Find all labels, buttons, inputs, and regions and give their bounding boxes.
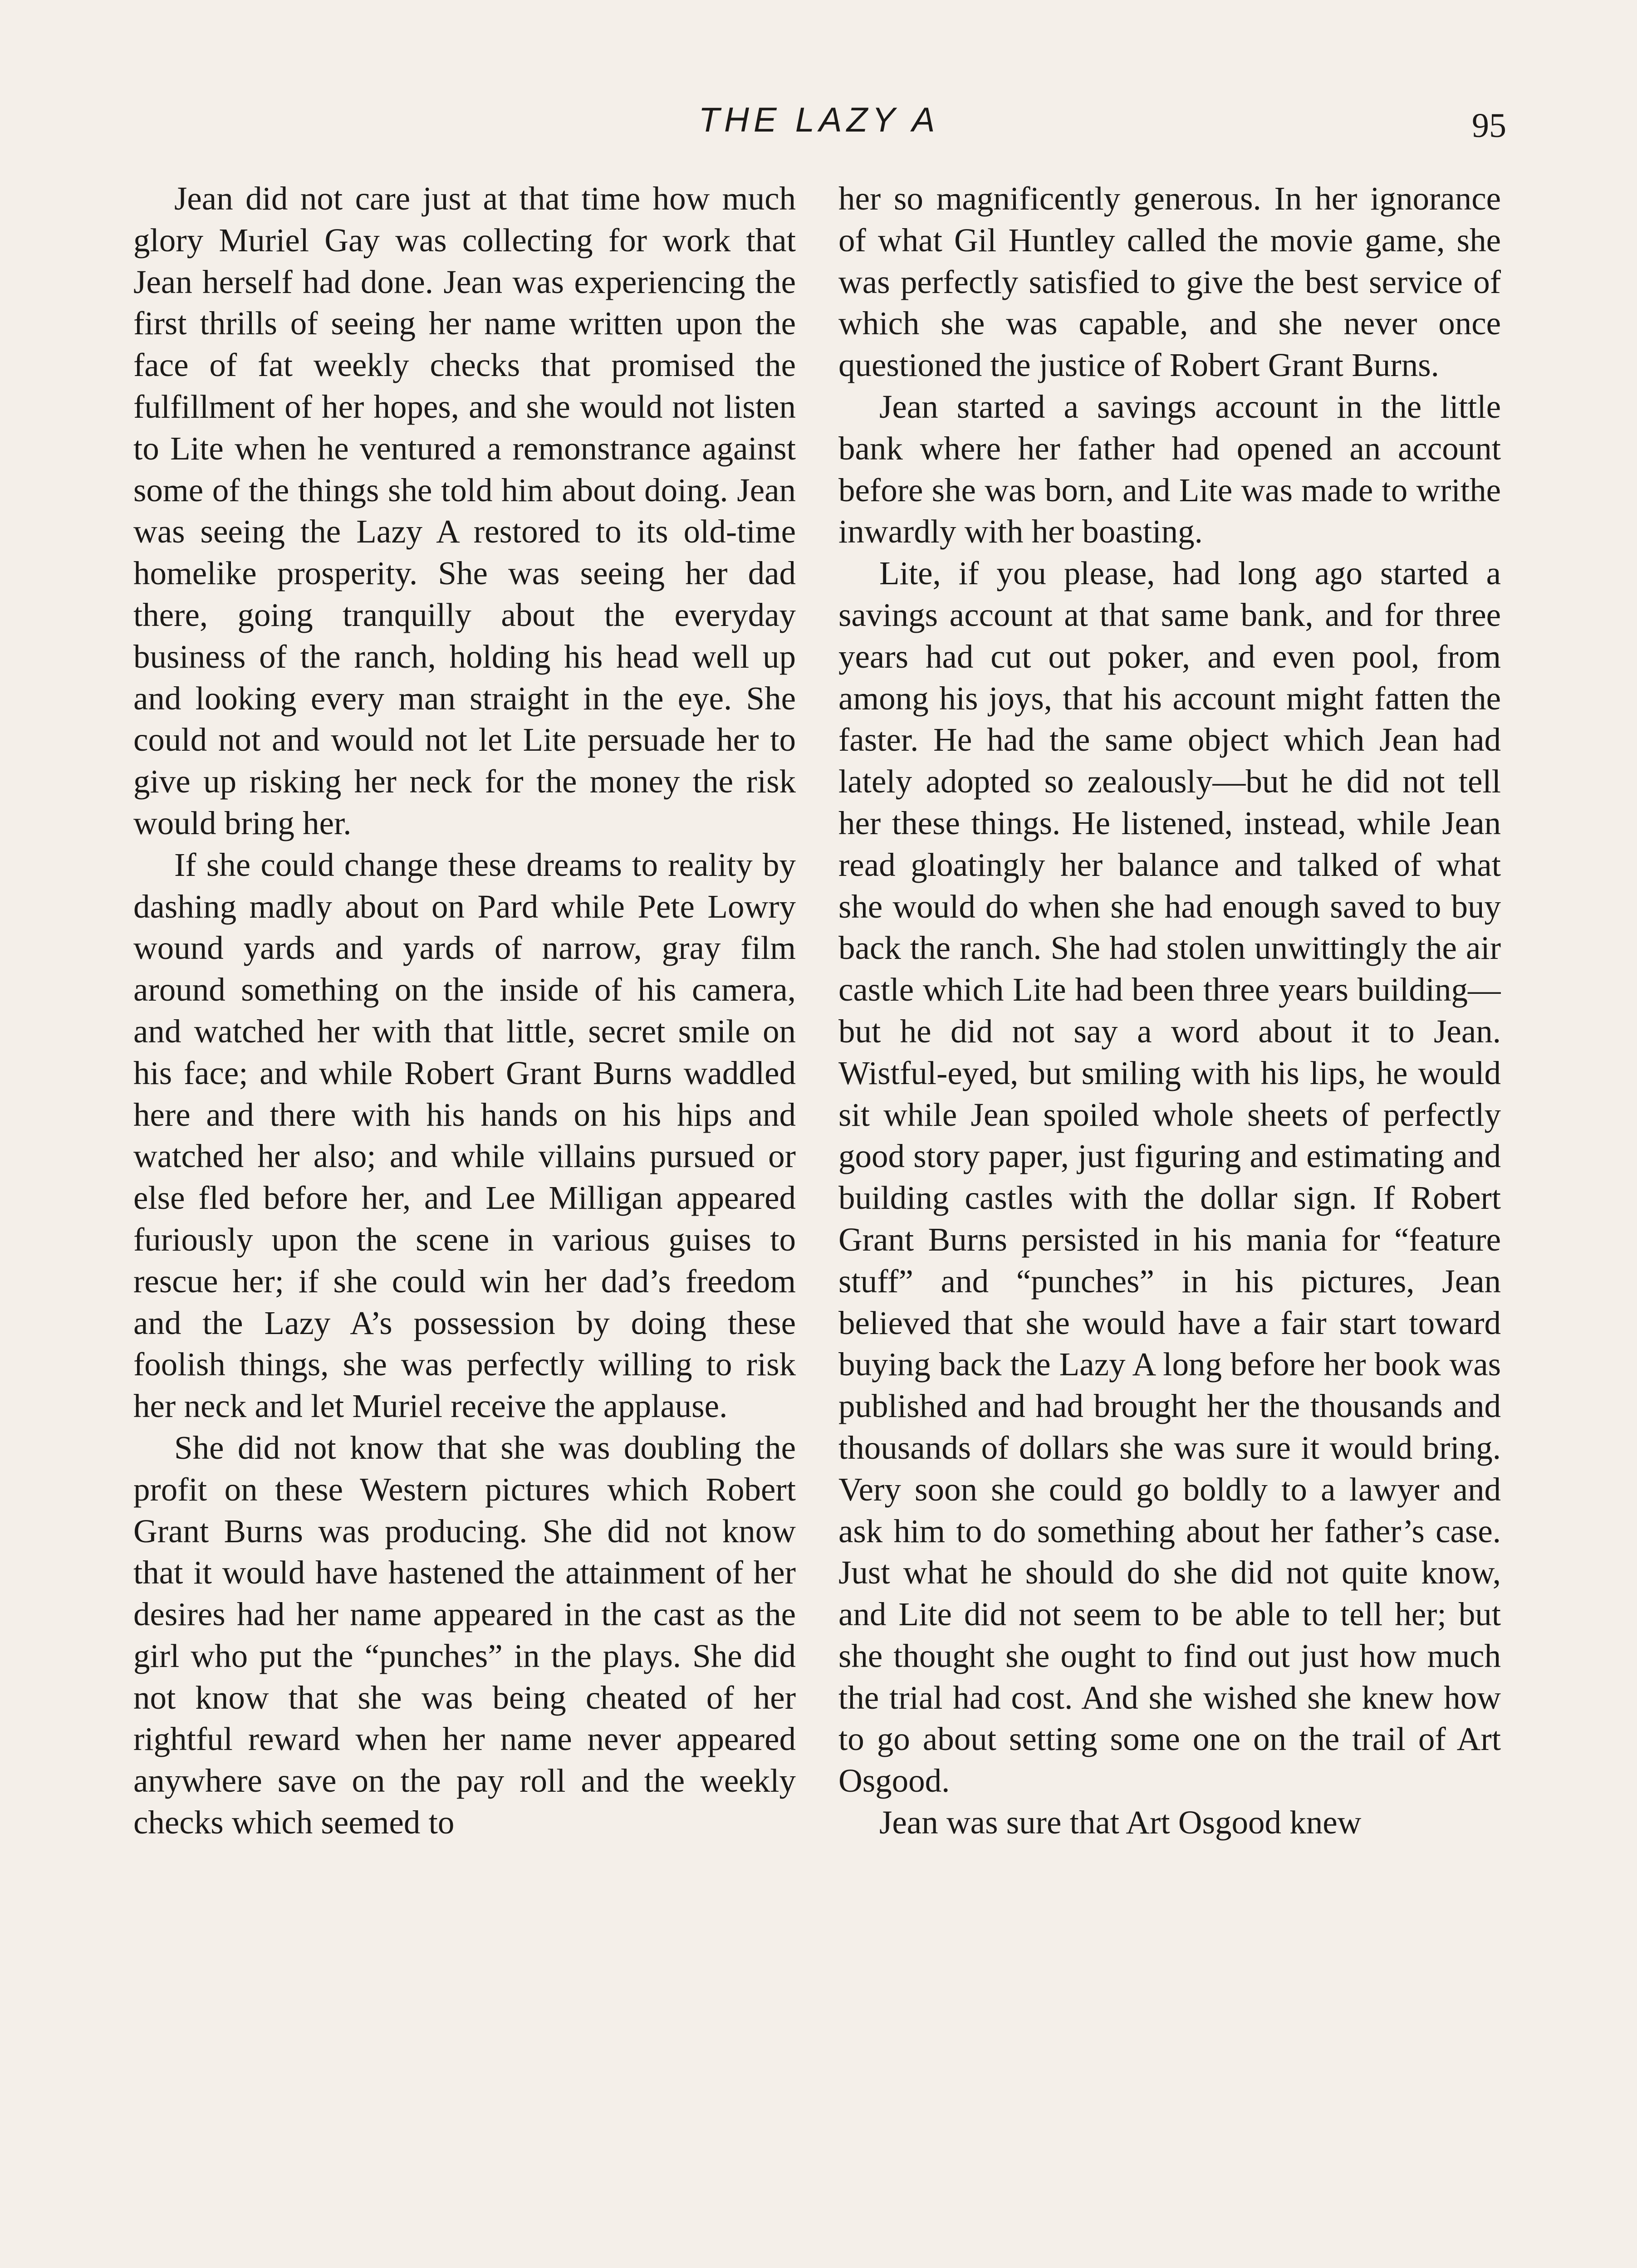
paragraph: Jean started a savings account in the little bank where her father had opened an account before she was born, and Lite was made to writhe inwardly with her boasting. xyxy=(838,388,1501,550)
paragraph-continued: her so magnificently generous. In her ignorance of what Gil Huntley called the movie game, she was perfectly satisfied to give the best service of which she was capable, and she never once questioned the justice of Robert Grant Burns. xyxy=(838,180,1501,384)
page-number: 95 xyxy=(1472,107,1506,145)
left-column xyxy=(133,178,796,2268)
paragraph: Jean was sure that Art Osgood knew xyxy=(879,1804,1362,1841)
paragraph: She did not know that she was doubling the profit on these Western pictures which Robert Grant Burns was producing. She did not know that it would have hastened the attainment of her desires had her name appeared in the cast as the girl who put the “punches” in the plays. She did not know that she was being cheated of her rightful reward when her name never appeared anywhere save on the pay roll and the weekly checks which seemed to xyxy=(133,1429,796,1841)
page-header xyxy=(132,98,1506,152)
running-title: THE LAZY A xyxy=(698,101,940,139)
right-column xyxy=(838,178,1501,2268)
paragraph: Jean did not care just at that time how much glory Muriel Gay was collecting for work that Jean herself had done. Jean was experiencing the first thrills of seeing her name written upon the face of fat weekly checks that promised the fulfillment of her hopes, and she would not listen to Lite when he ventured a remonstrance against some of the things she told him about doing. Jean was seeing the Lazy A restored to its old-time homelike prosperity. She was seeing her dad there, going tranquilly about the everyday business of the ranch, holding his head well up and looking every man straight in the eye. She could not and would not let Lite persuade her to give up risking her neck for the money the risk would bring her. xyxy=(133,180,796,841)
paragraph: If she could change these dreams to reality by dashing madly about on Pard while Pete Lowry wound yards and yards of narrow, gray film around something on the inside of his camera, and watched her with that little, secret smile on his face; and while Robert Grant Burns waddled here and there with his hands on his hips and watched her also; and while villains pursued or else fled before her, and Lee Milligan appeared furiously upon the scene in various guises to rescue her; if she could win her dad’s freedom and the Lazy A’s possession by doing these foolish things, she was perfectly willing to risk her neck and let Muriel receive the applause. xyxy=(133,846,796,1425)
paragraph: Lite, if you please, had long ago started a savings account at that same bank, and for three years had cut out poker, and even pool, from among his joys, that his account might fatten the faster. He had the same object which Jean had lately adopted so zealously—but he did not tell her these things. He listened, instead, while Jean read gloatingly her balance and talked of what she would do when she had enough saved to buy back the ranch. She had stolen unwittingly the air castle which Lite had been three years building—but he did not say a word about it to Jean. Wistful-eyed, but smiling with his lips, he would sit while Jean spoiled whole sheets of perfectly good story paper, just figuring and estimating and building castles with the dollar sign. If Robert Grant Burns persisted in his mania for “feature stuff” and “punches” in his pictures, Jean believed that she would have a fair start toward buying back the Lazy A long before her book was published and had brought her the thousands and thousands of dollars she was sure it would bring. Very soon she could go boldly to a lawyer and ask him to do something about her father’s case. Just what he should do she did not quite know, and Lite did not seem to be able to tell her; but she thought she ought to find out just how much the trial had cost. And she wished she knew how to go about setting some one on the trail of Art Osgood. xyxy=(838,555,1501,1799)
